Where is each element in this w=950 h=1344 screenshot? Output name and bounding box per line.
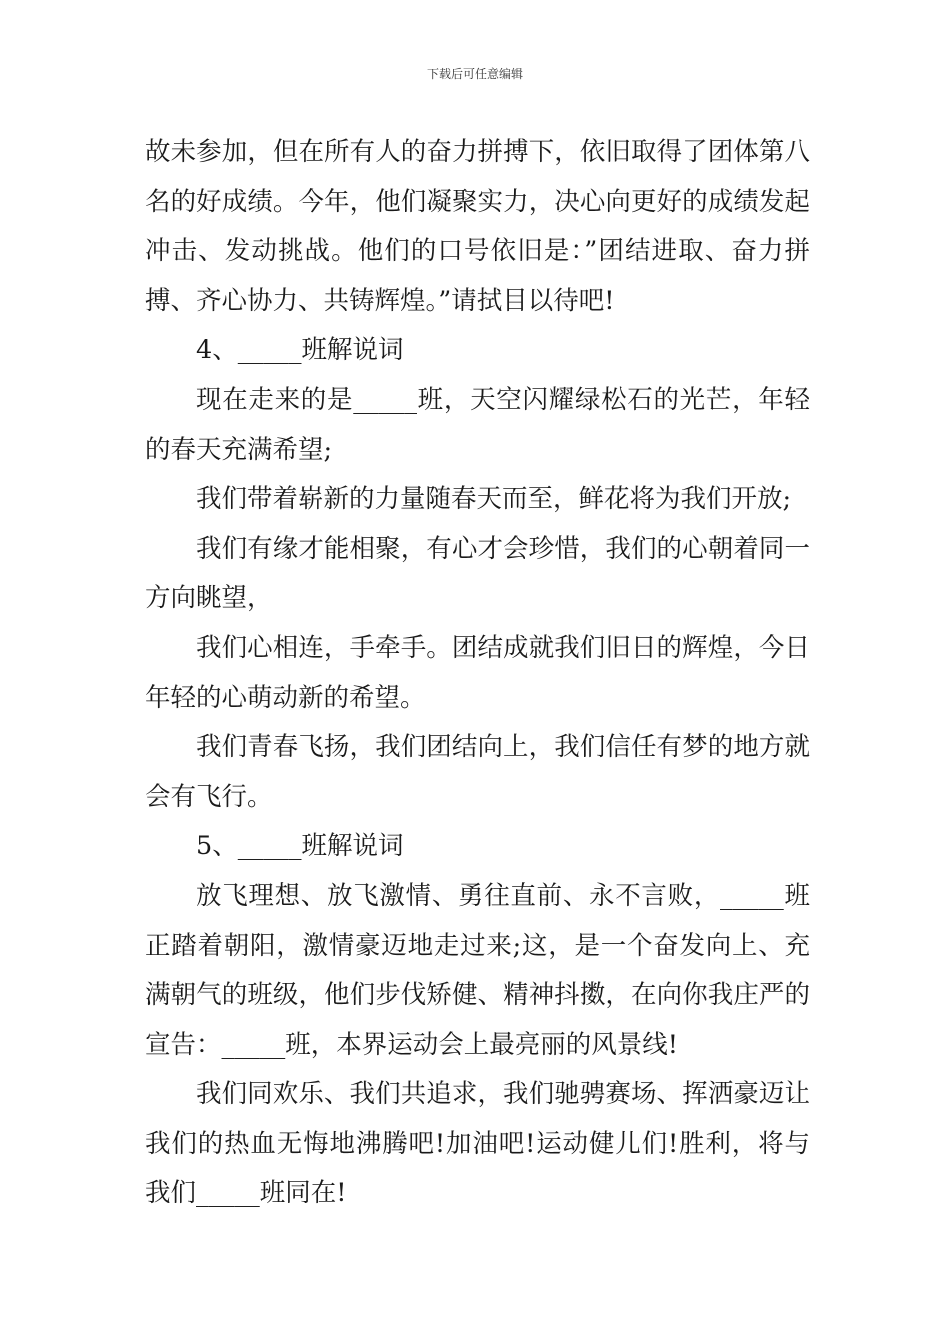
paragraph: 我们有缘才能相聚，有心才会珍惜，我们的心朝着同一方向眺望， (145, 533, 810, 614)
paragraph: 放飞理想、放飞激情、勇往直前、永不言败，_____班正踏着朝阳，激情豪迈地走过来;这，是一个奋发向上、充满朝气的班级，他们步伐矫健、精神抖擞，在向你我庄严的宣告：_____班，本界运动会上最亮丽的风景线! (145, 880, 810, 1060)
paragraph-continuation: 故未参加，但在所有人的奋力拼搏下，依旧取得了团体第八名的好成绩。今年，他们凝聚实力，决心向更好的成绩发起冲击、发动挑战。他们的口号依旧是：”团结进取、奋力拼搏、齐心协力、共铸辉煌。”请拭目以待吧! (145, 137, 810, 316)
paragraph: 我们青春飞扬，我们团结向上，我们信任有梦的地方就会有飞行。 (145, 732, 810, 812)
section-heading-5: 5、_____班解说词 (196, 831, 404, 862)
paragraph: 我们带着崭新的力量随春天而至，鲜花将为我们开放; (196, 484, 792, 515)
document-body (145, 128, 810, 1219)
paragraph: 我们心相连，手牵手。团结成就我们旧日的辉煌，今日年轻的心萌动新的希望。 (145, 632, 810, 713)
section-heading-4: 4、_____班解说词 (196, 335, 404, 366)
paragraph: 现在走来的是_____班，天空闪耀绿松石的光芒，年轻的春天充满希望; (145, 384, 810, 465)
page-header: 下载后可任意编辑 (426, 67, 523, 81)
paragraph: 我们同欢乐、我们共追求，我们驰骋赛场、挥洒豪迈让我们的热血无悔地沸腾吧!加油吧!运动健儿们!胜利，将与我们_____班同在! (145, 1079, 810, 1209)
